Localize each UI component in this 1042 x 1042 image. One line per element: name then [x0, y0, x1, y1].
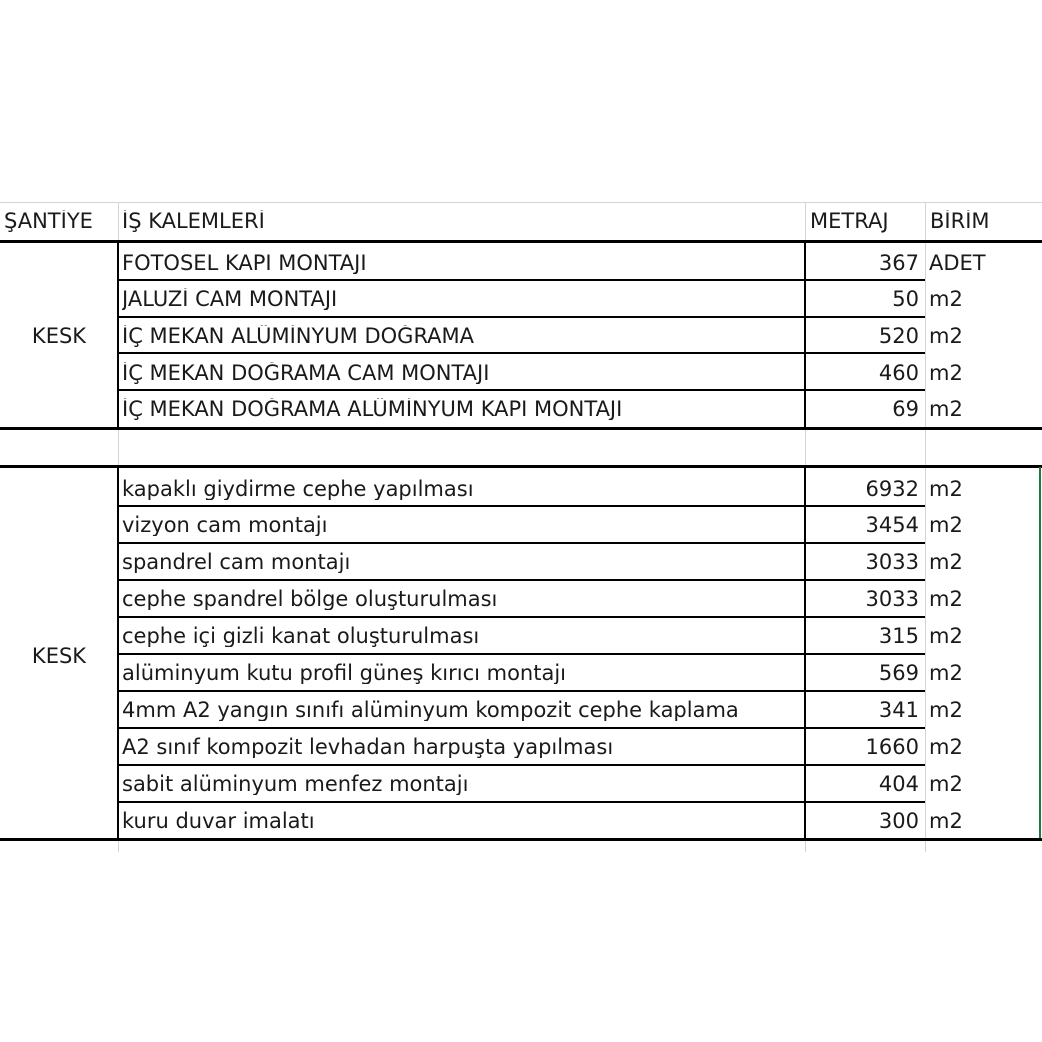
quantity-cell: 3033 [865, 588, 919, 610]
unit-cell: m2 [929, 773, 963, 795]
unit-cell: m2 [929, 699, 963, 721]
quantity-cell: 520 [878, 325, 919, 347]
quantity-cell: 1660 [865, 736, 919, 758]
quantity-cell: 6932 [865, 478, 919, 500]
item-cell: alüminyum kutu profil güneş kırıcı montajı [122, 662, 567, 684]
border-line [804, 465, 806, 841]
item-cell: sabit alüminyum menfez montajı [122, 773, 469, 795]
border-line [0, 465, 1042, 468]
item-cell: cephe spandrel bölge oluşturulması [122, 588, 498, 610]
unit-cell: m2 [929, 325, 963, 347]
item-cell: İÇ MEKAN DOĞRAMA ALÜMİNYUM KAPI MONTAJI [122, 398, 623, 420]
quantity-cell: 69 [892, 398, 919, 420]
border-line [0, 240, 1042, 243]
unit-cell: m2 [929, 551, 963, 573]
quantity-cell: 404 [878, 773, 919, 795]
unit-cell: m2 [929, 398, 963, 420]
item-cell: İÇ MEKAN DOĞRAMA CAM MONTAJI [122, 362, 490, 384]
header-item: İŞ KALEMLERİ [122, 210, 265, 233]
site-cell: KESK [31, 325, 87, 348]
item-cell: kapaklı giydirme cephe yapılması [122, 478, 474, 500]
border-line [117, 465, 119, 841]
header-unit: BİRİM [930, 210, 990, 233]
unit-cell: m2 [929, 478, 963, 500]
gridline [0, 202, 1042, 203]
item-cell: JALUZİ CAM MONTAJI [122, 288, 338, 310]
header-site: ŞANTİYE [4, 210, 93, 233]
item-cell: İÇ MEKAN ALÜMİNYUM DOĞRAMA [122, 325, 475, 347]
item-cell: FOTOSEL KAPI MONTAJI [122, 252, 367, 274]
quantity-cell: 460 [878, 362, 919, 384]
quantity-cell: 3033 [865, 551, 919, 573]
selection-edge [1039, 467, 1041, 838]
border-line [117, 240, 119, 429]
quantity-cell: 367 [878, 252, 919, 274]
header-quantity: METRAJ [810, 210, 889, 233]
quantity-cell: 50 [892, 288, 919, 310]
item-cell: 4mm A2 yangın sınıfı alüminyum kompozit cephe kaplama [122, 699, 739, 721]
item-cell: spandrel cam montajı [122, 551, 351, 573]
unit-cell: m2 [929, 514, 963, 536]
quantity-cell: 315 [878, 625, 919, 647]
border-line [0, 838, 1042, 841]
quantity-cell: 341 [878, 699, 919, 721]
unit-cell: m2 [929, 288, 963, 310]
unit-cell: ADET [929, 252, 986, 274]
unit-cell: m2 [929, 362, 963, 384]
unit-cell: m2 [929, 588, 963, 610]
item-cell: vizyon cam montajı [122, 514, 328, 536]
unit-cell: m2 [929, 810, 963, 832]
quantity-cell: 300 [878, 810, 919, 832]
unit-cell: m2 [929, 625, 963, 647]
quantity-cell: 3454 [865, 514, 919, 536]
border-line [804, 240, 806, 429]
item-cell: A2 sınıf kompozit levhadan harpuşta yapılması [122, 736, 614, 758]
site-cell: KESK [31, 645, 87, 668]
gridline [925, 202, 926, 852]
item-cell: kuru duvar imalatı [122, 810, 315, 832]
unit-cell: m2 [929, 736, 963, 758]
quantity-cell: 569 [878, 662, 919, 684]
border-line [0, 427, 1042, 430]
unit-cell: m2 [929, 662, 963, 684]
item-cell: cephe içi gizli kanat oluşturulması [122, 625, 480, 647]
